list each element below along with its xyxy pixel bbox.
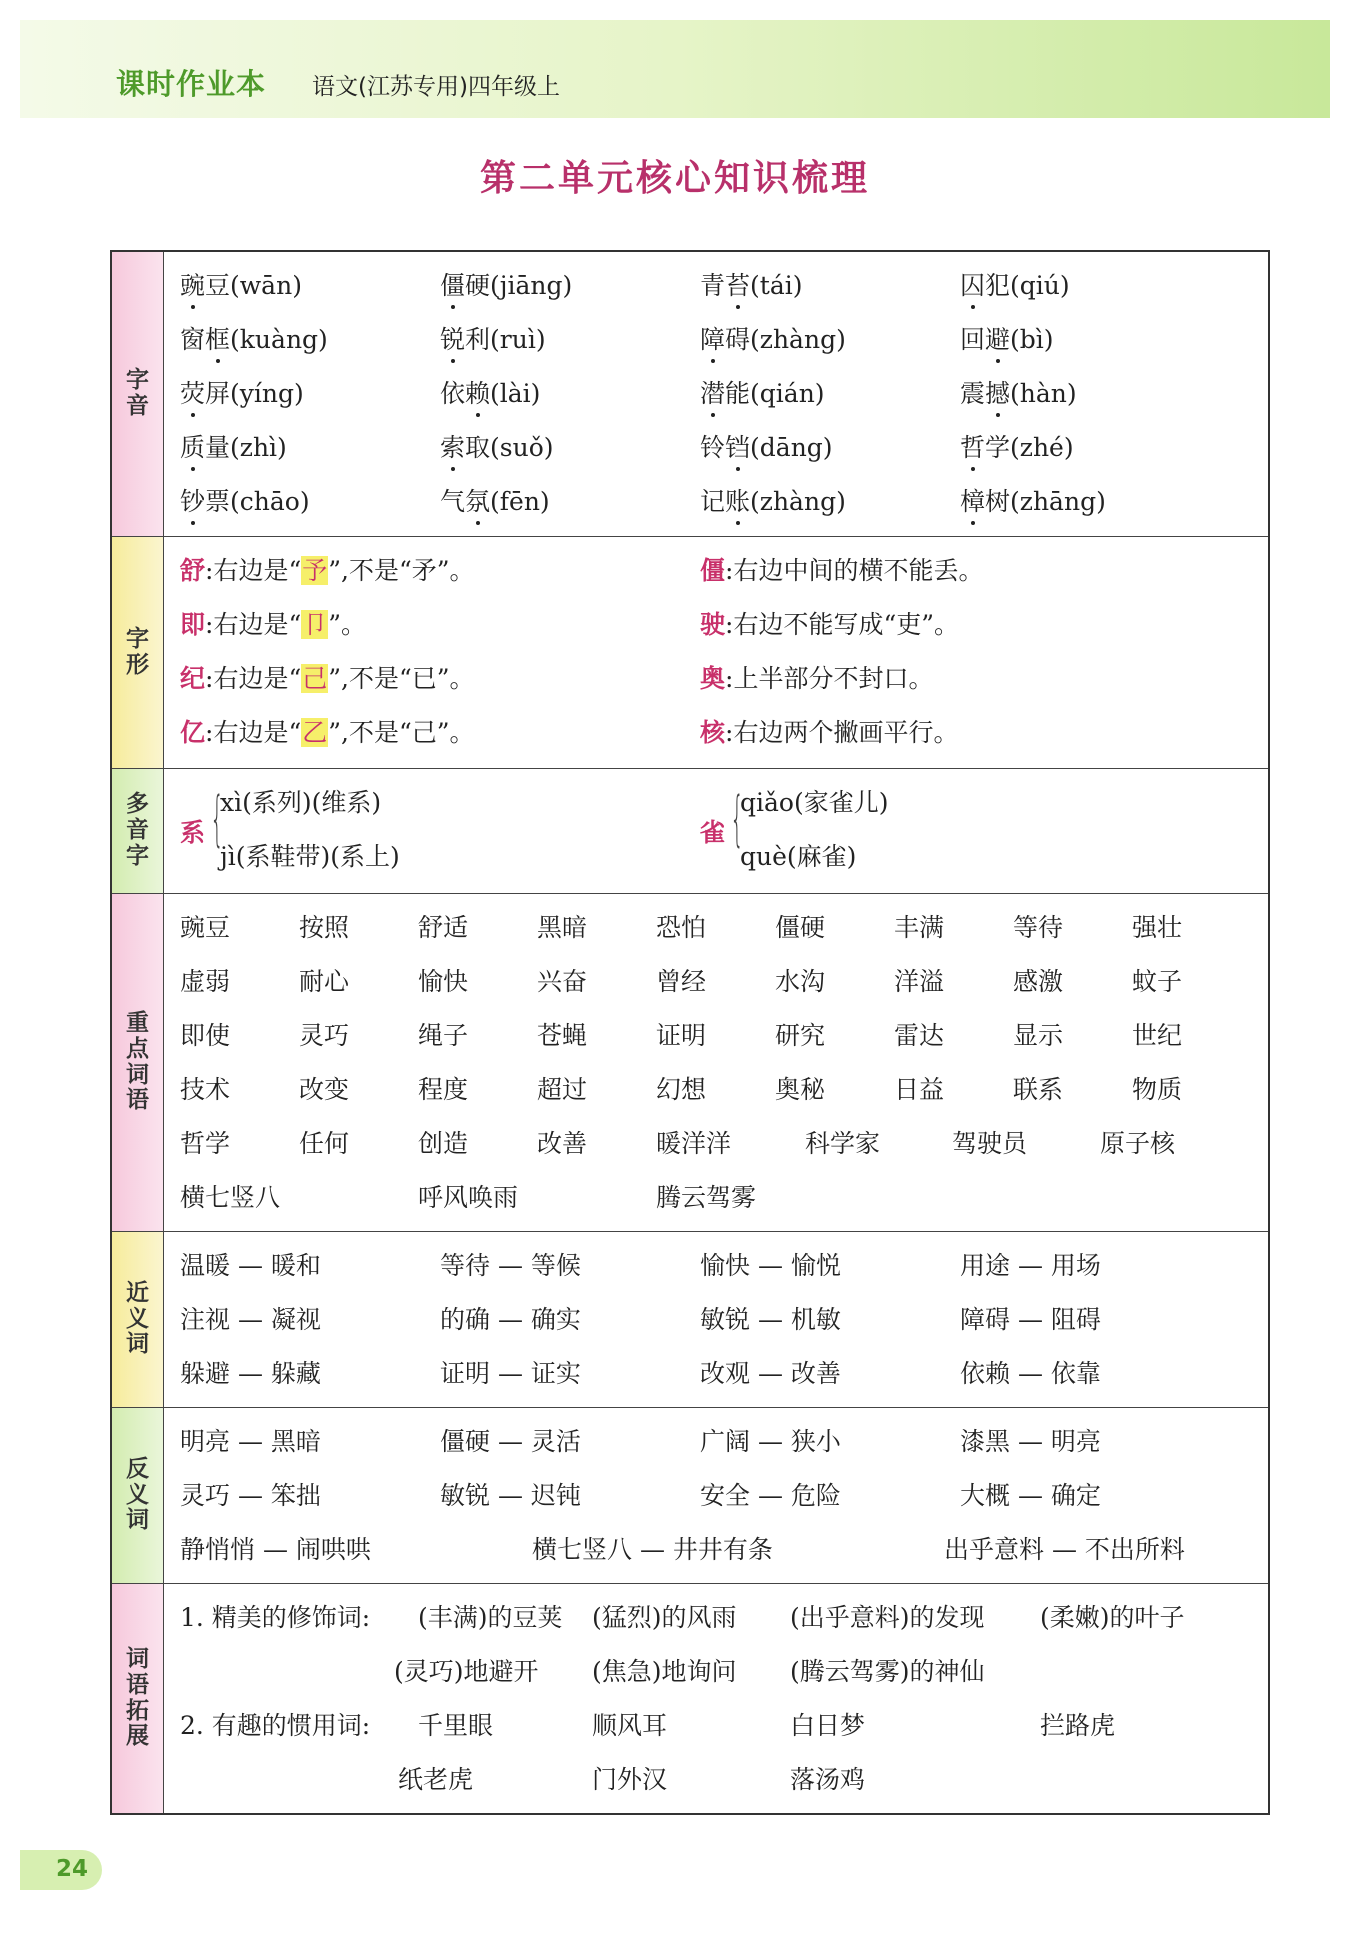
- antonym-pair-word: 迟钝: [530, 1481, 581, 1510]
- antonym-pair-word: 不出所料: [1084, 1535, 1185, 1564]
- pronunciation-pinyin: (zhàng): [750, 325, 846, 354]
- pronunciation-item: [960, 482, 1106, 518]
- pronunciation-pinyin: (lài): [490, 379, 541, 408]
- synonym-pair-word: 温暖: [180, 1251, 231, 1280]
- synonym-pair-word: 机敏: [790, 1305, 841, 1334]
- keyword: 愉快: [418, 967, 469, 996]
- glyph-text: :右边是“: [205, 556, 302, 585]
- pronunciation-char: 潜: [700, 374, 725, 410]
- pronunciation-pinyin: (hàn): [1010, 379, 1077, 408]
- pronunciation-char: 票: [205, 487, 231, 516]
- expansion-phrase: 拦路虎: [1040, 1711, 1116, 1740]
- keyword: 苍蝇: [537, 1021, 588, 1050]
- glyph-note-right: [700, 659, 933, 695]
- antonym-pair-word: 静悄悄: [180, 1535, 256, 1564]
- synonym-pair-word: 躲避: [180, 1359, 231, 1388]
- expansion-phrase: (焦急)地询问: [592, 1657, 737, 1686]
- pronunciation-item: [440, 320, 546, 356]
- keyword: 绳子: [418, 1021, 469, 1050]
- dash: —: [490, 1305, 531, 1334]
- pronunciation-item: [180, 320, 328, 356]
- dash: —: [750, 1305, 791, 1334]
- synonym-pair-word: 等候: [530, 1251, 581, 1280]
- keyword: 雷达: [894, 1021, 945, 1050]
- glyph-text: :右边是“: [205, 610, 302, 639]
- keyword: 物质: [1132, 1075, 1183, 1104]
- synonym-pair: [440, 1354, 581, 1390]
- keyword: 曾经: [656, 967, 707, 996]
- antonym-pair-word: 敏锐: [440, 1481, 491, 1510]
- pronunciation-char: 利: [465, 325, 491, 354]
- book-subtitle: 语文(江苏专用)四年级上: [312, 74, 560, 100]
- expansion-phrase: (猛烈)的风雨: [592, 1603, 737, 1632]
- synonym-pair-word: 暖和: [270, 1251, 321, 1280]
- synonym-pair-word: 凝视: [270, 1305, 321, 1334]
- section-pronunciation: [112, 252, 1268, 537]
- glyph-text: :右边两个撇画平行。: [725, 718, 959, 747]
- dash: —: [230, 1305, 271, 1334]
- keyword: 强壮: [1132, 913, 1183, 942]
- glyph-char: 僵: [700, 556, 726, 585]
- dash: —: [1044, 1535, 1085, 1564]
- pronunciation-item: [960, 428, 1074, 464]
- section-label-antonyms: 反义词: [112, 1408, 164, 1583]
- expansion-phrase: 白日梦: [790, 1711, 866, 1740]
- pronunciation-char: 记: [700, 487, 726, 516]
- pronunciation-pinyin: (suǒ): [490, 433, 554, 462]
- pronunciation-pinyin: (zhé): [1010, 433, 1074, 462]
- synonym-pair-word: 愉快: [700, 1251, 751, 1280]
- glyph-text: ”。: [328, 610, 367, 639]
- pronunciation-char: 量: [205, 433, 231, 462]
- keyword: 耐心: [299, 967, 350, 996]
- expansion-phrase: (出乎意料)的发现: [790, 1603, 985, 1632]
- pronunciation-char: 氛: [465, 482, 490, 518]
- synonym-pair-word: 敏锐: [700, 1305, 751, 1334]
- pronunciation-char: 碍: [725, 325, 751, 354]
- dash: —: [632, 1535, 673, 1564]
- synonym-pair-word: 证明: [440, 1359, 491, 1388]
- pronunciation-item: [180, 482, 310, 518]
- pronunciation-pinyin: (zhāng): [1010, 487, 1106, 516]
- synonym-pair-word: 证实: [530, 1359, 581, 1388]
- keyword: 任何: [299, 1129, 350, 1158]
- dash: —: [230, 1427, 271, 1456]
- polyphone-reading: jì(系鞋带)(系上): [220, 842, 400, 871]
- pronunciation-char: 避: [985, 320, 1010, 356]
- synonym-pair-word: 愉悦: [790, 1251, 841, 1280]
- pronunciation-item: [960, 266, 1070, 302]
- keyword: 呼风唤雨: [418, 1183, 519, 1212]
- book-brand: 课时作业本: [116, 67, 267, 101]
- keyword: 世纪: [1132, 1021, 1183, 1050]
- synonym-pair: [960, 1354, 1101, 1390]
- pronunciation-pinyin: (bì): [1010, 325, 1054, 354]
- synonym-pair-word: 依靠: [1050, 1359, 1101, 1388]
- section-antonyms: [112, 1408, 1268, 1584]
- dash: —: [750, 1359, 791, 1388]
- expansion-phrase: (灵巧)地避开: [394, 1657, 539, 1686]
- keyword: 幻想: [656, 1075, 707, 1104]
- antonym-pair-word: 闹哄哄: [295, 1535, 371, 1564]
- antonym-pair: [960, 1422, 1101, 1458]
- antonym-pair: [960, 1476, 1101, 1512]
- antonym-pair-word: 广阔: [700, 1427, 751, 1456]
- glyph-char: 舒: [180, 556, 206, 585]
- keyword: 即使: [180, 1021, 231, 1050]
- section-synonyms: [112, 1232, 1268, 1408]
- pronunciation-pinyin: (yíng): [230, 379, 304, 408]
- keyword: 技术: [180, 1075, 231, 1104]
- glyph-text: ”,不是“矛”。: [328, 556, 475, 585]
- synonym-pair: [960, 1246, 1101, 1282]
- dash: —: [490, 1251, 531, 1280]
- section-glyph: [112, 537, 1268, 769]
- keyword: 改善: [537, 1129, 588, 1158]
- synonym-pair-word: 改观: [700, 1359, 751, 1388]
- keyword: 恐怕: [656, 913, 707, 942]
- brace-icon: {: [210, 784, 224, 854]
- pronunciation-item: [180, 428, 287, 464]
- glyph-char: 即: [180, 610, 206, 639]
- synonym-pair-word: 阻碍: [1050, 1305, 1101, 1334]
- antonym-pair-word: 确定: [1050, 1481, 1101, 1510]
- pronunciation-char: 障: [700, 320, 725, 356]
- keyword: 灵巧: [299, 1021, 350, 1050]
- pronunciation-item: [700, 266, 803, 302]
- keyword: 显示: [1013, 1021, 1064, 1050]
- pronunciation-item: [700, 374, 825, 410]
- pronunciation-char: 索: [440, 428, 465, 464]
- pronunciation-item: [180, 266, 302, 302]
- pronunciation-pinyin: (fēn): [490, 487, 550, 516]
- keyword: 创造: [418, 1129, 469, 1158]
- pronunciation-char: 窗: [180, 325, 206, 354]
- pronunciation-item: [700, 482, 846, 518]
- dash: —: [255, 1535, 296, 1564]
- antonym-pair-word: 安全: [700, 1481, 751, 1510]
- pronunciation-pinyin: (qián): [750, 379, 825, 408]
- expansion-phrase: 纸老虎: [398, 1765, 474, 1794]
- pronunciation-char: 树: [985, 487, 1011, 516]
- synonym-pair: [180, 1300, 321, 1336]
- pronunciation-item: [960, 374, 1077, 410]
- keyword: 按照: [299, 913, 350, 942]
- synonym-pair: [700, 1246, 841, 1282]
- glyph-char: 核: [700, 718, 726, 747]
- antonym-pair-word: 笨拙: [270, 1481, 321, 1510]
- antonym-pair: [700, 1476, 841, 1512]
- pronunciation-char: 账: [725, 482, 750, 518]
- pronunciation-char: 樟: [960, 482, 985, 518]
- glyph-text: :右边中间的横不能丢。: [725, 556, 984, 585]
- keyword: 丰满: [894, 913, 945, 942]
- dash: —: [490, 1481, 531, 1510]
- pronunciation-pinyin: (zhì): [230, 433, 287, 462]
- antonym-pair-word: 漆黑: [960, 1427, 1011, 1456]
- dash: —: [1010, 1481, 1051, 1510]
- glyph-note-left: [180, 605, 366, 641]
- pronunciation-char: 撼: [985, 374, 1010, 410]
- antonym-pair-word: 狭小: [790, 1427, 841, 1456]
- pronunciation-char: 硬: [465, 271, 491, 300]
- section-label-polyphone: 多音字: [112, 769, 164, 893]
- pronunciation-char: 荧: [180, 374, 205, 410]
- pronunciation-char: 犯: [985, 271, 1011, 300]
- synonym-pair: [440, 1246, 581, 1282]
- expansion-intro: 1. 精美的修饰词:: [180, 1603, 371, 1632]
- dash: —: [750, 1481, 791, 1510]
- keyword: 研究: [775, 1021, 826, 1050]
- pronunciation-char: 屏: [205, 379, 231, 408]
- pronunciation-char: 能: [725, 379, 751, 408]
- pronunciation-item: [180, 374, 304, 410]
- keyword: 虚弱: [180, 967, 231, 996]
- polyphone-reading: qiǎo(家雀儿): [740, 788, 889, 817]
- pronunciation-char: 囚: [960, 266, 985, 302]
- glyph-note-right: [700, 605, 959, 641]
- keyword: 改变: [299, 1075, 350, 1104]
- keyword: 联系: [1013, 1075, 1064, 1104]
- pronunciation-pinyin: (qiú): [1010, 271, 1070, 300]
- keyword: 腾云驾雾: [656, 1183, 757, 1212]
- pronunciation-pinyin: (jiāng): [490, 271, 573, 300]
- pronunciation-char: 赖: [465, 374, 490, 410]
- glyph-highlight: 乙: [302, 718, 328, 747]
- antonym-pair: [700, 1422, 841, 1458]
- expansion-phrase: (丰满)的豆荚: [418, 1603, 563, 1632]
- pronunciation-char: 依: [440, 379, 466, 408]
- dash: —: [230, 1481, 271, 1510]
- antonym-pair-word: 灵巧: [180, 1481, 231, 1510]
- keyword: 蚊子: [1132, 967, 1183, 996]
- glyph-highlight: 予: [302, 556, 328, 585]
- page-number: 24: [56, 1856, 89, 1882]
- dash: —: [750, 1427, 791, 1456]
- dash: —: [1010, 1305, 1051, 1334]
- pronunciation-char: 铃: [700, 433, 726, 462]
- keyword: 原子核: [1100, 1129, 1176, 1158]
- dash: —: [490, 1359, 531, 1388]
- expansion-phrase: (柔嫩)的叶子: [1040, 1603, 1185, 1632]
- pronunciation-char: 青: [700, 271, 726, 300]
- page-title: 第二单元核心知识梳理: [479, 158, 870, 199]
- pronunciation-char: 气: [440, 487, 466, 516]
- pronunciation-pinyin: (dāng): [750, 433, 833, 462]
- expansion-intro: 2. 有趣的惯用词:: [180, 1711, 371, 1740]
- antonym-pair-word: 横七竖八: [532, 1535, 633, 1564]
- pronunciation-pinyin: (zhàng): [750, 487, 846, 516]
- pronunciation-item: [700, 320, 846, 356]
- pronunciation-pinyin: (ruì): [490, 325, 546, 354]
- keyword: 舒适: [418, 913, 469, 942]
- pronunciation-char: 学: [985, 433, 1011, 462]
- pronunciation-char: 回: [960, 325, 986, 354]
- antonym-pair: [180, 1530, 371, 1566]
- glyph-text: :右边是“: [205, 718, 302, 747]
- synonym-pair-word: 注视: [180, 1305, 231, 1334]
- antonym-pair: [180, 1476, 321, 1512]
- glyph-note-right: [700, 551, 983, 587]
- section-label-synonyms: 近义词: [112, 1232, 164, 1407]
- dash: —: [1010, 1251, 1051, 1280]
- dash: —: [490, 1427, 531, 1456]
- expansion-phrase: 落汤鸡: [790, 1765, 866, 1794]
- synonym-pair: [700, 1300, 841, 1336]
- keyword: 洋溢: [894, 967, 945, 996]
- synonym-pair-word: 用途: [960, 1251, 1011, 1280]
- section-label-expansion: 词语拓展: [112, 1584, 164, 1813]
- pronunciation-item: [440, 374, 540, 410]
- glyph-text: ”,不是“己”。: [328, 718, 475, 747]
- pronunciation-pinyin: (kuàng): [230, 325, 328, 354]
- glyph-text: :右边不能写成“吏”。: [725, 610, 960, 639]
- dash: —: [1010, 1427, 1051, 1456]
- synonym-pair: [700, 1354, 841, 1390]
- dash: —: [750, 1251, 791, 1280]
- dash: —: [1010, 1359, 1051, 1388]
- pronunciation-char: 质: [180, 428, 205, 464]
- synonym-pair: [180, 1246, 321, 1282]
- antonym-pair: [440, 1476, 581, 1512]
- keyword: 证明: [656, 1021, 707, 1050]
- pronunciation-char: 铛: [725, 428, 750, 464]
- keyword: 程度: [418, 1075, 469, 1104]
- synonym-pair-word: 障碍: [960, 1305, 1011, 1334]
- section-label-pronunciation: 字音: [112, 252, 164, 536]
- glyph-char: 驶: [700, 610, 726, 639]
- pronunciation-char: 豆: [205, 271, 231, 300]
- synonym-pair: [960, 1300, 1101, 1336]
- antonym-pair-word: 明亮: [180, 1427, 231, 1456]
- pronunciation-char: 豌: [180, 266, 205, 302]
- pronunciation-char: 苔: [725, 266, 750, 302]
- synonym-pair-word: 改善: [790, 1359, 841, 1388]
- glyph-text: ”,不是“已”。: [328, 664, 475, 693]
- keyword: 感激: [1013, 967, 1064, 996]
- pronunciation-item: [440, 266, 572, 302]
- pronunciation-pinyin: (wān): [230, 271, 302, 300]
- keyword: 奥秘: [775, 1075, 826, 1104]
- synonym-pair: [440, 1300, 581, 1336]
- section-expansion: [112, 1584, 1268, 1813]
- antonym-pair-word: 大概: [960, 1481, 1011, 1510]
- keyword: 日益: [894, 1075, 945, 1104]
- synonym-pair-word: 等待: [440, 1251, 491, 1280]
- brace-icon: {: [730, 784, 744, 854]
- glyph-highlight: 己: [302, 664, 328, 693]
- glyph-note-left: [180, 659, 475, 695]
- keyword: 等待: [1013, 913, 1064, 942]
- antonym-pair: [440, 1422, 581, 1458]
- antonym-pair-word: 出乎意料: [944, 1535, 1045, 1564]
- keyword: 豌豆: [180, 913, 231, 942]
- antonym-pair-word: 黑暗: [270, 1427, 321, 1456]
- keyword: 驾驶员: [952, 1129, 1028, 1158]
- pronunciation-item: [440, 482, 550, 518]
- polyphone-char: 雀: [700, 818, 726, 847]
- pronunciation-char: 锐: [440, 320, 465, 356]
- dash: —: [230, 1359, 271, 1388]
- glyph-note-right: [700, 713, 958, 749]
- keyword: 暖洋洋: [656, 1129, 732, 1158]
- glyph-char: 纪: [180, 664, 206, 693]
- pronunciation-char: 僵: [440, 266, 465, 302]
- glyph-text: :右边是“: [205, 664, 302, 693]
- antonym-pair-word: 灵活: [530, 1427, 581, 1456]
- knowledge-table: [110, 250, 1270, 1815]
- keyword: 超过: [537, 1075, 588, 1104]
- keyword: 兴奋: [537, 967, 588, 996]
- synonym-pair-word: 确实: [530, 1305, 581, 1334]
- glyph-highlight: 卩: [302, 610, 328, 639]
- dash: —: [230, 1251, 271, 1280]
- pronunciation-pinyin: (tái): [750, 271, 803, 300]
- pronunciation-item: [960, 320, 1054, 356]
- glyph-text: :上半部分不封口。: [725, 664, 934, 693]
- keyword: 黑暗: [537, 913, 588, 942]
- antonym-pair-word: 危险: [790, 1481, 841, 1510]
- pronunciation-char: 震: [960, 379, 986, 408]
- glyph-char: 亿: [180, 718, 206, 747]
- pronunciation-char: 哲: [960, 428, 985, 464]
- keyword: 水沟: [775, 967, 826, 996]
- pronunciation-char: 钞: [180, 482, 205, 518]
- section-polyphone: [112, 769, 1268, 894]
- antonym-pair-word: 明亮: [1050, 1427, 1101, 1456]
- synonym-pair: [180, 1354, 321, 1390]
- expansion-phrase: 千里眼: [418, 1711, 494, 1740]
- antonym-pair: [532, 1530, 773, 1566]
- expansion-phrase: (腾云驾雾)的神仙: [790, 1657, 985, 1686]
- section-keywords: [112, 894, 1268, 1232]
- glyph-char: 奥: [700, 664, 726, 693]
- glyph-note-left: [180, 551, 475, 587]
- pronunciation-char: 框: [205, 320, 230, 356]
- synonym-pair-word: 的确: [440, 1305, 491, 1334]
- synonym-pair-word: 躲藏: [270, 1359, 321, 1388]
- antonym-pair-word: 僵硬: [440, 1427, 491, 1456]
- synonym-pair-word: 依赖: [960, 1359, 1011, 1388]
- keyword: 僵硬: [775, 913, 826, 942]
- expansion-phrase: 顺风耳: [592, 1711, 668, 1740]
- section-label-keywords: 重点词语: [112, 894, 164, 1231]
- antonym-pair-word: 井井有条: [672, 1535, 773, 1564]
- polyphone-reading: què(麻雀): [740, 842, 857, 871]
- polyphone-char: 系: [180, 818, 206, 847]
- pronunciation-pinyin: (chāo): [230, 487, 310, 516]
- pronunciation-char: 取: [465, 433, 491, 462]
- expansion-phrase: 门外汉: [592, 1765, 668, 1794]
- synonym-pair-word: 用场: [1050, 1251, 1101, 1280]
- glyph-note-left: [180, 713, 475, 749]
- keyword: 哲学: [180, 1129, 231, 1158]
- antonym-pair: [944, 1530, 1185, 1566]
- keyword: 横七竖八: [180, 1183, 281, 1212]
- antonym-pair: [180, 1422, 321, 1458]
- pronunciation-item: [700, 428, 833, 464]
- section-label-glyph: 字形: [112, 537, 164, 768]
- polyphone-reading: xì(系列)(维系): [220, 788, 382, 817]
- pronunciation-item: [440, 428, 554, 464]
- keyword: 科学家: [805, 1129, 881, 1158]
